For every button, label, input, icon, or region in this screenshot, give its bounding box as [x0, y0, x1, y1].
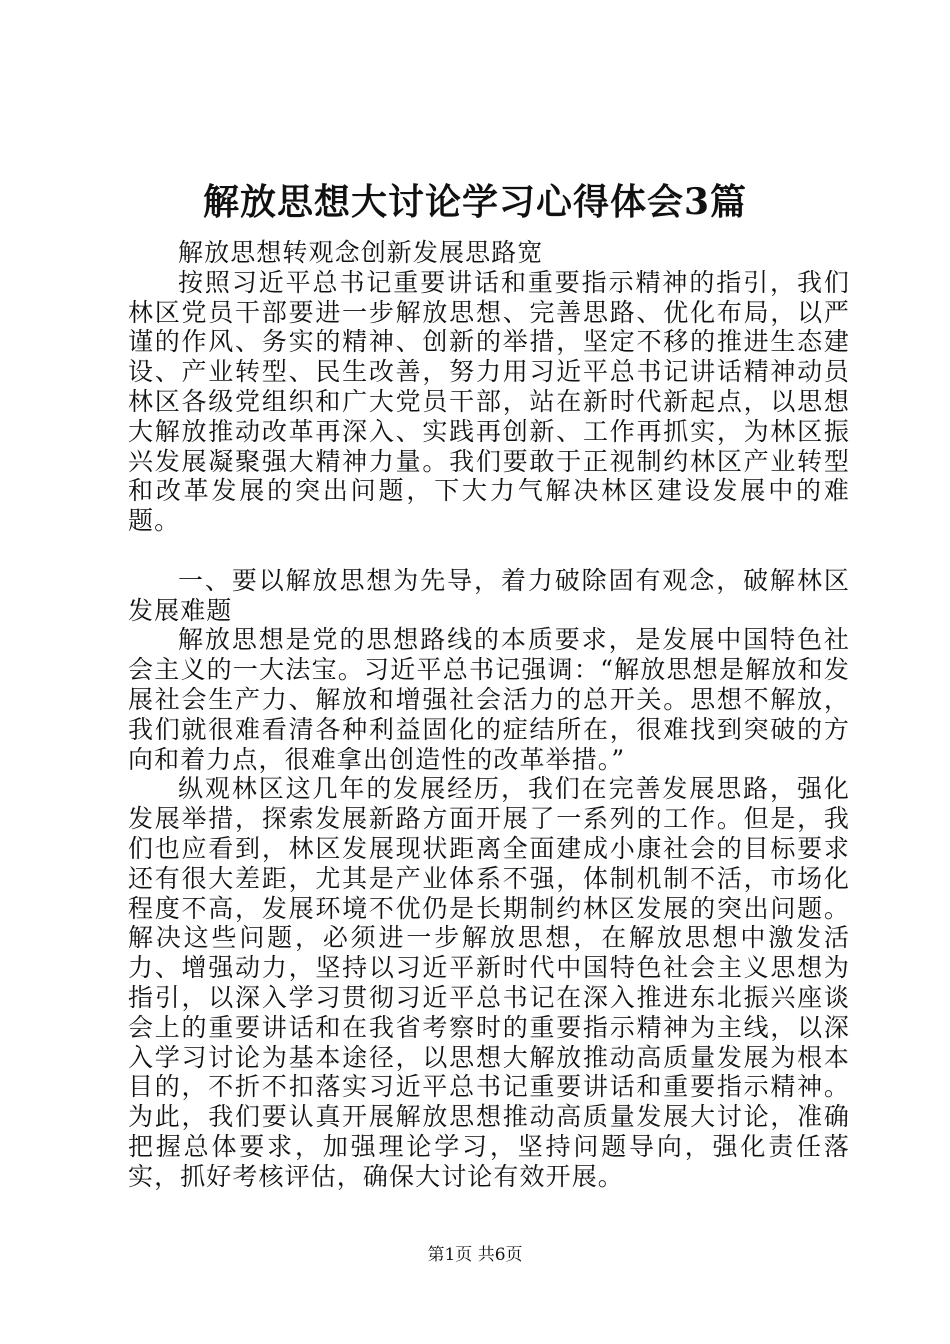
- paragraph-subtitle: 解放思想转观念创新发展思路宽: [178, 238, 544, 267]
- document-title: 解放思想大讨论学习心得体会3篇: [202, 181, 748, 223]
- page-number: 第1页 共6页: [427, 1245, 523, 1265]
- paragraph-body: 纵观林区这几年的发展经历，我们在完善发展思路，强化发展举措，探索发展新路方面开展了一系列的工作。但是，我们也应看到，林区发展现状距离全面建成小康社会的目标要求还有很大差距，尤其是产业体系不强，体制机制不活，市场化程度不高，发展环境不优仍是长期制约林区发展的突出问题。解决这些问题，必须进一步解放思想，在解放思想中激发活力、增强动力，坚持以习近平新时代中国特色社会主义思想为指引，以深入学习贯彻习近平总书记在深入推进东北振兴座谈会上的重要讲话和在我省考察时的重要指示精神为主线，以深入学习讨论为基本途径，以思想大解放推动高质量发展为根本目的，不折不扣落实习近平总书记重要讲话和重要指示精神。为此，我们要认真开展解放思想推动高质量发展大讨论，准确把握总体要求，加强理论学习，坚持问题导向，强化责任落实，抓好考核评估，确保大讨论有效开展。: [128, 774, 850, 1191]
- document-body: [128, 238, 850, 1192]
- paragraph-intro: 按照习近平总书记重要讲话和重要指示精神的指引，我们林区党员干部要进一步解放思想、完善思路、优化布局，以严谨的作风、务实的精神、创新的举措，坚定不移的推进生态建设、产业转型、民生改善，努力用习近平总书记讲话精神动员林区各级党组织和广大党员干部，站在新时代新起点，以思想大解放推动改革再深入、实践再创新、工作再抓实，为林区振兴发展凝聚强大精神力量。我们要敢于正视制约林区产业转型和改革发展的突出问题，下大力气解决林区建设发展中的难题。: [128, 267, 850, 536]
- paragraph-body: 解放思想是党的思想路线的本质要求，是发展中国特色社会主义的一大法宝。习近平总书记强调：“解放思想是解放和发展社会生产力、解放和增强社会活力的总开关。思想不解放，我们就很难看清各种利益固化的症结所在，很难找到突破的方向和着力点，很难拿出创造性的改革举措。”: [128, 625, 850, 774]
- section-heading: 一、要以解放思想为先导，着力破除固有观念，破解林区发展难题: [128, 565, 850, 625]
